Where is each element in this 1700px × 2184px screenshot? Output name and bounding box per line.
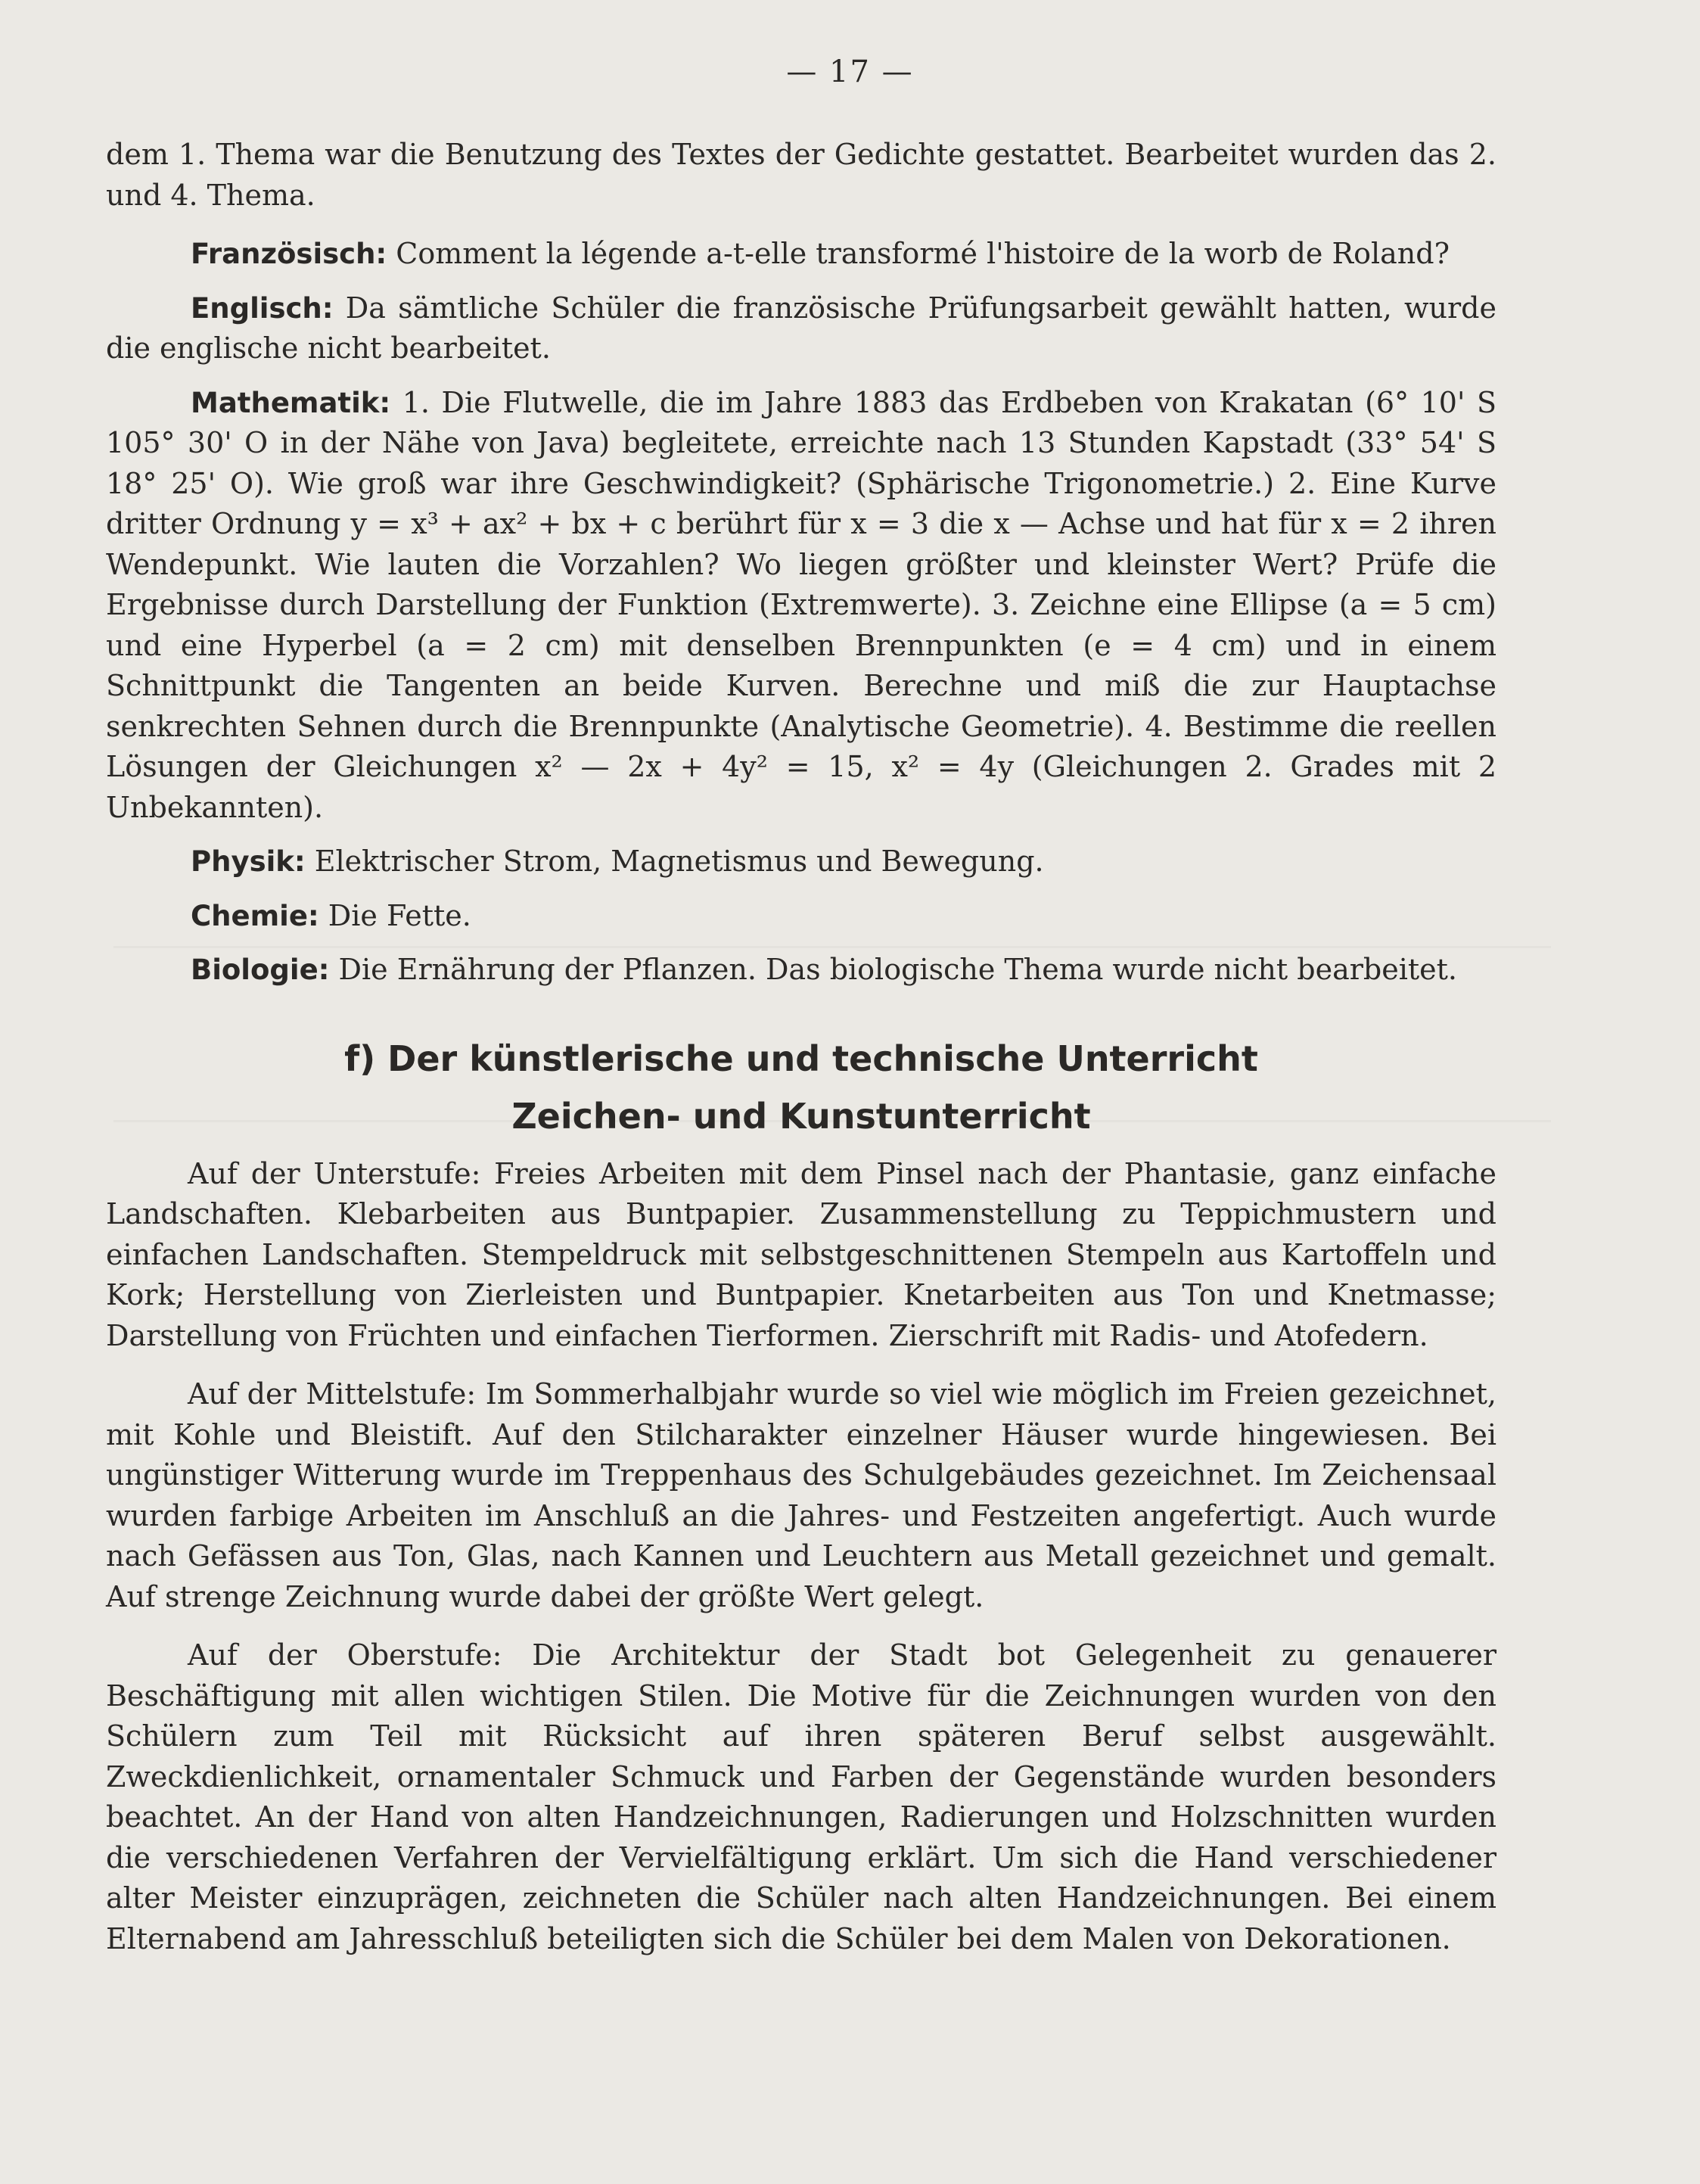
subject-english — [106, 288, 1496, 369]
exam-continuation: dem 1. Thema war die Benutzung des Textes der Gedichte gestattet. Bearbeitet wurden das 2. und 4. Thema. — [106, 138, 1496, 212]
subject-french — [106, 234, 1496, 275]
page-number: — 17 — — [786, 54, 914, 89]
subject-mathematics — [106, 383, 1496, 829]
paragraph-unterstufe: Auf der Unterstufe: Freies Arbeiten mit dem Pinsel nach der Phantasie, ganz einfache Landschaften. Klebarbeiten aus Buntpapier. Zusammenstellung zu Teppichmustern und einfachen Landschaften. Stempeldruck mit selbstgeschnittenen Stempeln aus Kartoffeln und Kork; Herstellung von Zierleisten und Buntpapier. Knetarbeiten aus Ton und Knetmasse; Darstellung von Früchten und einfachen Tierformen. Zierschrift mit Radis- und Atofedern. — [106, 1156, 1496, 1352]
subject-text: Comment la légende a-t-elle transformé l'histoire de la worb de Roland? — [387, 237, 1450, 270]
subject-biology — [106, 950, 1496, 991]
sub-heading: Zeichen- und Kunstunterricht — [511, 1095, 1091, 1137]
page-body — [106, 135, 1496, 1959]
subject-label: Physik: — [191, 845, 306, 878]
subject-text: Elektrischer Strom, Magnetismus und Bewegung. — [305, 845, 1044, 878]
subject-text: Die Ernährung der Pflanzen. Das biologische Thema wurde nicht bearbeitet. — [329, 953, 1457, 986]
subject-label: Chemie: — [191, 899, 319, 932]
subject-chemistry — [106, 896, 1496, 937]
paragraph-oberstufe: Auf der Oberstufe: Die Architektur der Stadt bot Gelegenheit zu genauerer Beschäftigung mit allen wichtigen Stilen. Die Motive für die Zeichnungen wurden von den Schülern zum Teil mit Rücksicht auf ihren späteren Beruf selbst ausgewählt. Zweckdienlichkeit, ornamentaler Schmuck und Farben der Gegenstände wurden besonders beachtet. An der Hand von alten Handzeichnungen, Radierungen und Holzschnitten wurden die verschiedenen Verfahren der Vervielfältigung erklärt. Um sich die Hand verschiedener alter Meister einzuprägen, zeichneten die Schüler nach alten Handzeichnungen. Bei einem Elternabend am Jahresschluß beteiligten sich die Schüler bei dem Malen von Dekorationen. — [106, 1638, 1496, 1955]
subject-label: Französisch: — [191, 238, 387, 270]
subject-label: Mathematik: — [191, 386, 391, 419]
subject-text: Die Fette. — [319, 898, 471, 932]
subject-physics — [106, 842, 1496, 882]
section-heading: f) Der künstlerische und technische Unterricht — [344, 1038, 1258, 1079]
paragraph-mittelstufe: Auf der Mittelstufe: Im Sommerhalbjahr wurde so viel wie möglich im Freien gezeichnet, mit Kohle und Bleistift. Auf den Stilcharakter einzelner Häuser wurde hingewiesen. Bei ungünstiger Witterung wurde im Treppenhaus des Schulgebäudes gezeichnet. Im Zeichensaal wurden farbige Arbeiten im Anschluß an die Jahres- und Festzeiten angefertigt. Auch wurde nach Gefässen aus Ton, Glas, nach Kannen und Leuchtern aus Metall gezeichnet und gemalt. Auf strenge Zeichnung wurde dabei der größte Wert gelegt. — [106, 1377, 1496, 1613]
subject-text: 1. Die Flutwelle, die im Jahre 1883 das Erdbeben von Krakatan (6° 10' S 105° 30' O in der Nähe von Java) begleitete, erreichte nach 13 Stunden Kapstadt (33° 54' S 18° 25' O). Wie groß war ihre Geschwindigkeit? (Sphärische Trigonometrie.) 2. Eine Kurve dritter Ordnung y = x³ + ax² + bx + c berührt für x = 3 die x — Achse und hat für x = 2 ihren Wendepunkt. Wie lauten die Vorzahlen? Wo liegen größter und kleinster Wert? Prüfe die Ergebnisse durch Darstellung der Funktion (Extremwerte). 3. Zeichne eine Ellipse (a = 5 cm) und eine Hyperbel (a = 2 cm) mit denselben Brennpunkten (e = 4 cm) und in einem Schnittpunkt die Tangenten an beide Kurven. Berechne und miß die zur Hauptachse senkrechten Sehnen durch die Brennpunkte (Analytische Geometrie). 4. Bestimme die reellen Lösungen der Gleichungen x² — 2x + 4y² = 15, x² = 4y (Gleichungen 2. Grades mit 2 Unbekannten). — [106, 385, 1496, 824]
subject-label: Biologie: — [191, 954, 330, 986]
subject-text: Da sämtliche Schüler die französische Prüfungsarbeit gewählt hatten, wurde die englische nicht bearbeitet. — [106, 291, 1496, 365]
subject-label: Englisch: — [191, 291, 334, 325]
